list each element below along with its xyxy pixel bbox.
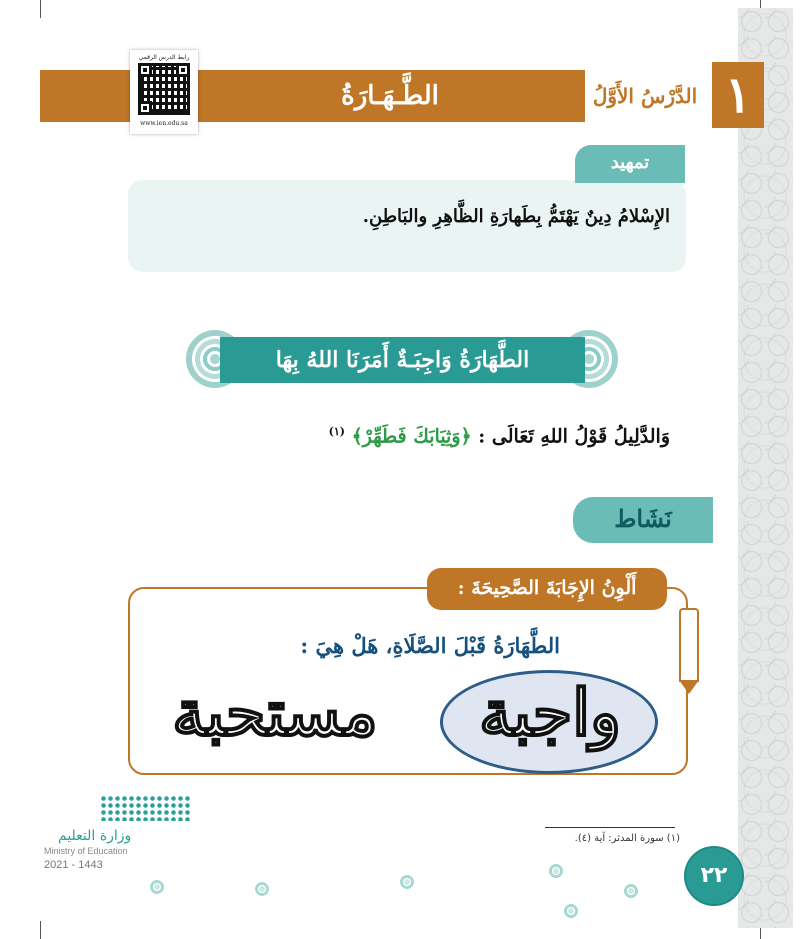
lesson-label: الدَّرْسُ الأَوَّلُ xyxy=(592,84,698,108)
footnote: (١) سورة المدثر: آية (٤). xyxy=(574,833,680,844)
activity-instruction: أَلْوِنُ الإِجَابَةَ الصَّحِيحَةَ : xyxy=(427,568,667,610)
pencil-icon xyxy=(679,608,699,682)
qr-card[interactable] xyxy=(130,50,198,134)
evidence-prefix: وَالدَّلِيلُ قَوْلُ اللهِ تَعَالَى : xyxy=(478,425,670,448)
decorative-rosette-icon xyxy=(620,880,642,902)
edition-year: 2021 - 1443 xyxy=(44,859,103,871)
intro-text: الإِسْلامُ دِينٌ يَهْتَمُّ بِطَهارَةِ الظَّاهِرِ والبَاطِنِ. xyxy=(362,206,670,227)
ornamental-strip xyxy=(738,8,793,928)
qr-corner-icon xyxy=(138,63,152,77)
qr-corner-icon xyxy=(138,101,152,115)
decorative-rosette-icon xyxy=(560,900,582,922)
crop-mark xyxy=(40,0,41,18)
qr-url[interactable]: www.ien.edu.sa xyxy=(140,120,188,127)
decorative-rosette-icon xyxy=(545,860,567,882)
quran-verse: ﴿وَثِيَابَكَ فَطَهِّرْ﴾ xyxy=(351,425,472,448)
qr-corner-icon xyxy=(176,63,190,77)
footnote-mark: (١) xyxy=(328,425,345,438)
decorative-rosette-icon xyxy=(150,880,164,894)
decorative-rosette-icon xyxy=(255,882,269,896)
tab-intro: تمهيد xyxy=(575,145,685,183)
decorative-rosette-icon xyxy=(400,875,414,889)
ministry-name-en: Ministry of Education xyxy=(44,846,128,856)
option-mustahabba[interactable]: مستحبة xyxy=(172,676,378,751)
tab-activity: نَشَاط xyxy=(573,497,713,543)
ministry-name-ar: وزارة التعليم xyxy=(58,828,132,844)
page-title: الطَّـهَـارَةُ xyxy=(341,81,439,111)
vision-logo-icon xyxy=(100,795,190,821)
page-number: ٢٢ xyxy=(700,863,728,888)
pencil-tip-icon xyxy=(679,680,699,694)
qr-label: رابط الدرس الرقمي xyxy=(138,54,190,61)
option-wajiba[interactable]: واجبة xyxy=(479,676,621,751)
section-heading: الطَّهَارَةُ وَاجِبَـةٌ أَمَرَنَا اللهُ بِهَا xyxy=(275,347,530,373)
crop-mark xyxy=(40,921,41,939)
lesson-number: ١ xyxy=(724,65,752,124)
footnote-divider xyxy=(545,827,675,828)
evidence-line xyxy=(230,425,670,447)
activity-question: الطَّهَارَةُ قَبْلَ الصَّلَاةِ، هَلْ هِيَ : xyxy=(300,633,560,658)
